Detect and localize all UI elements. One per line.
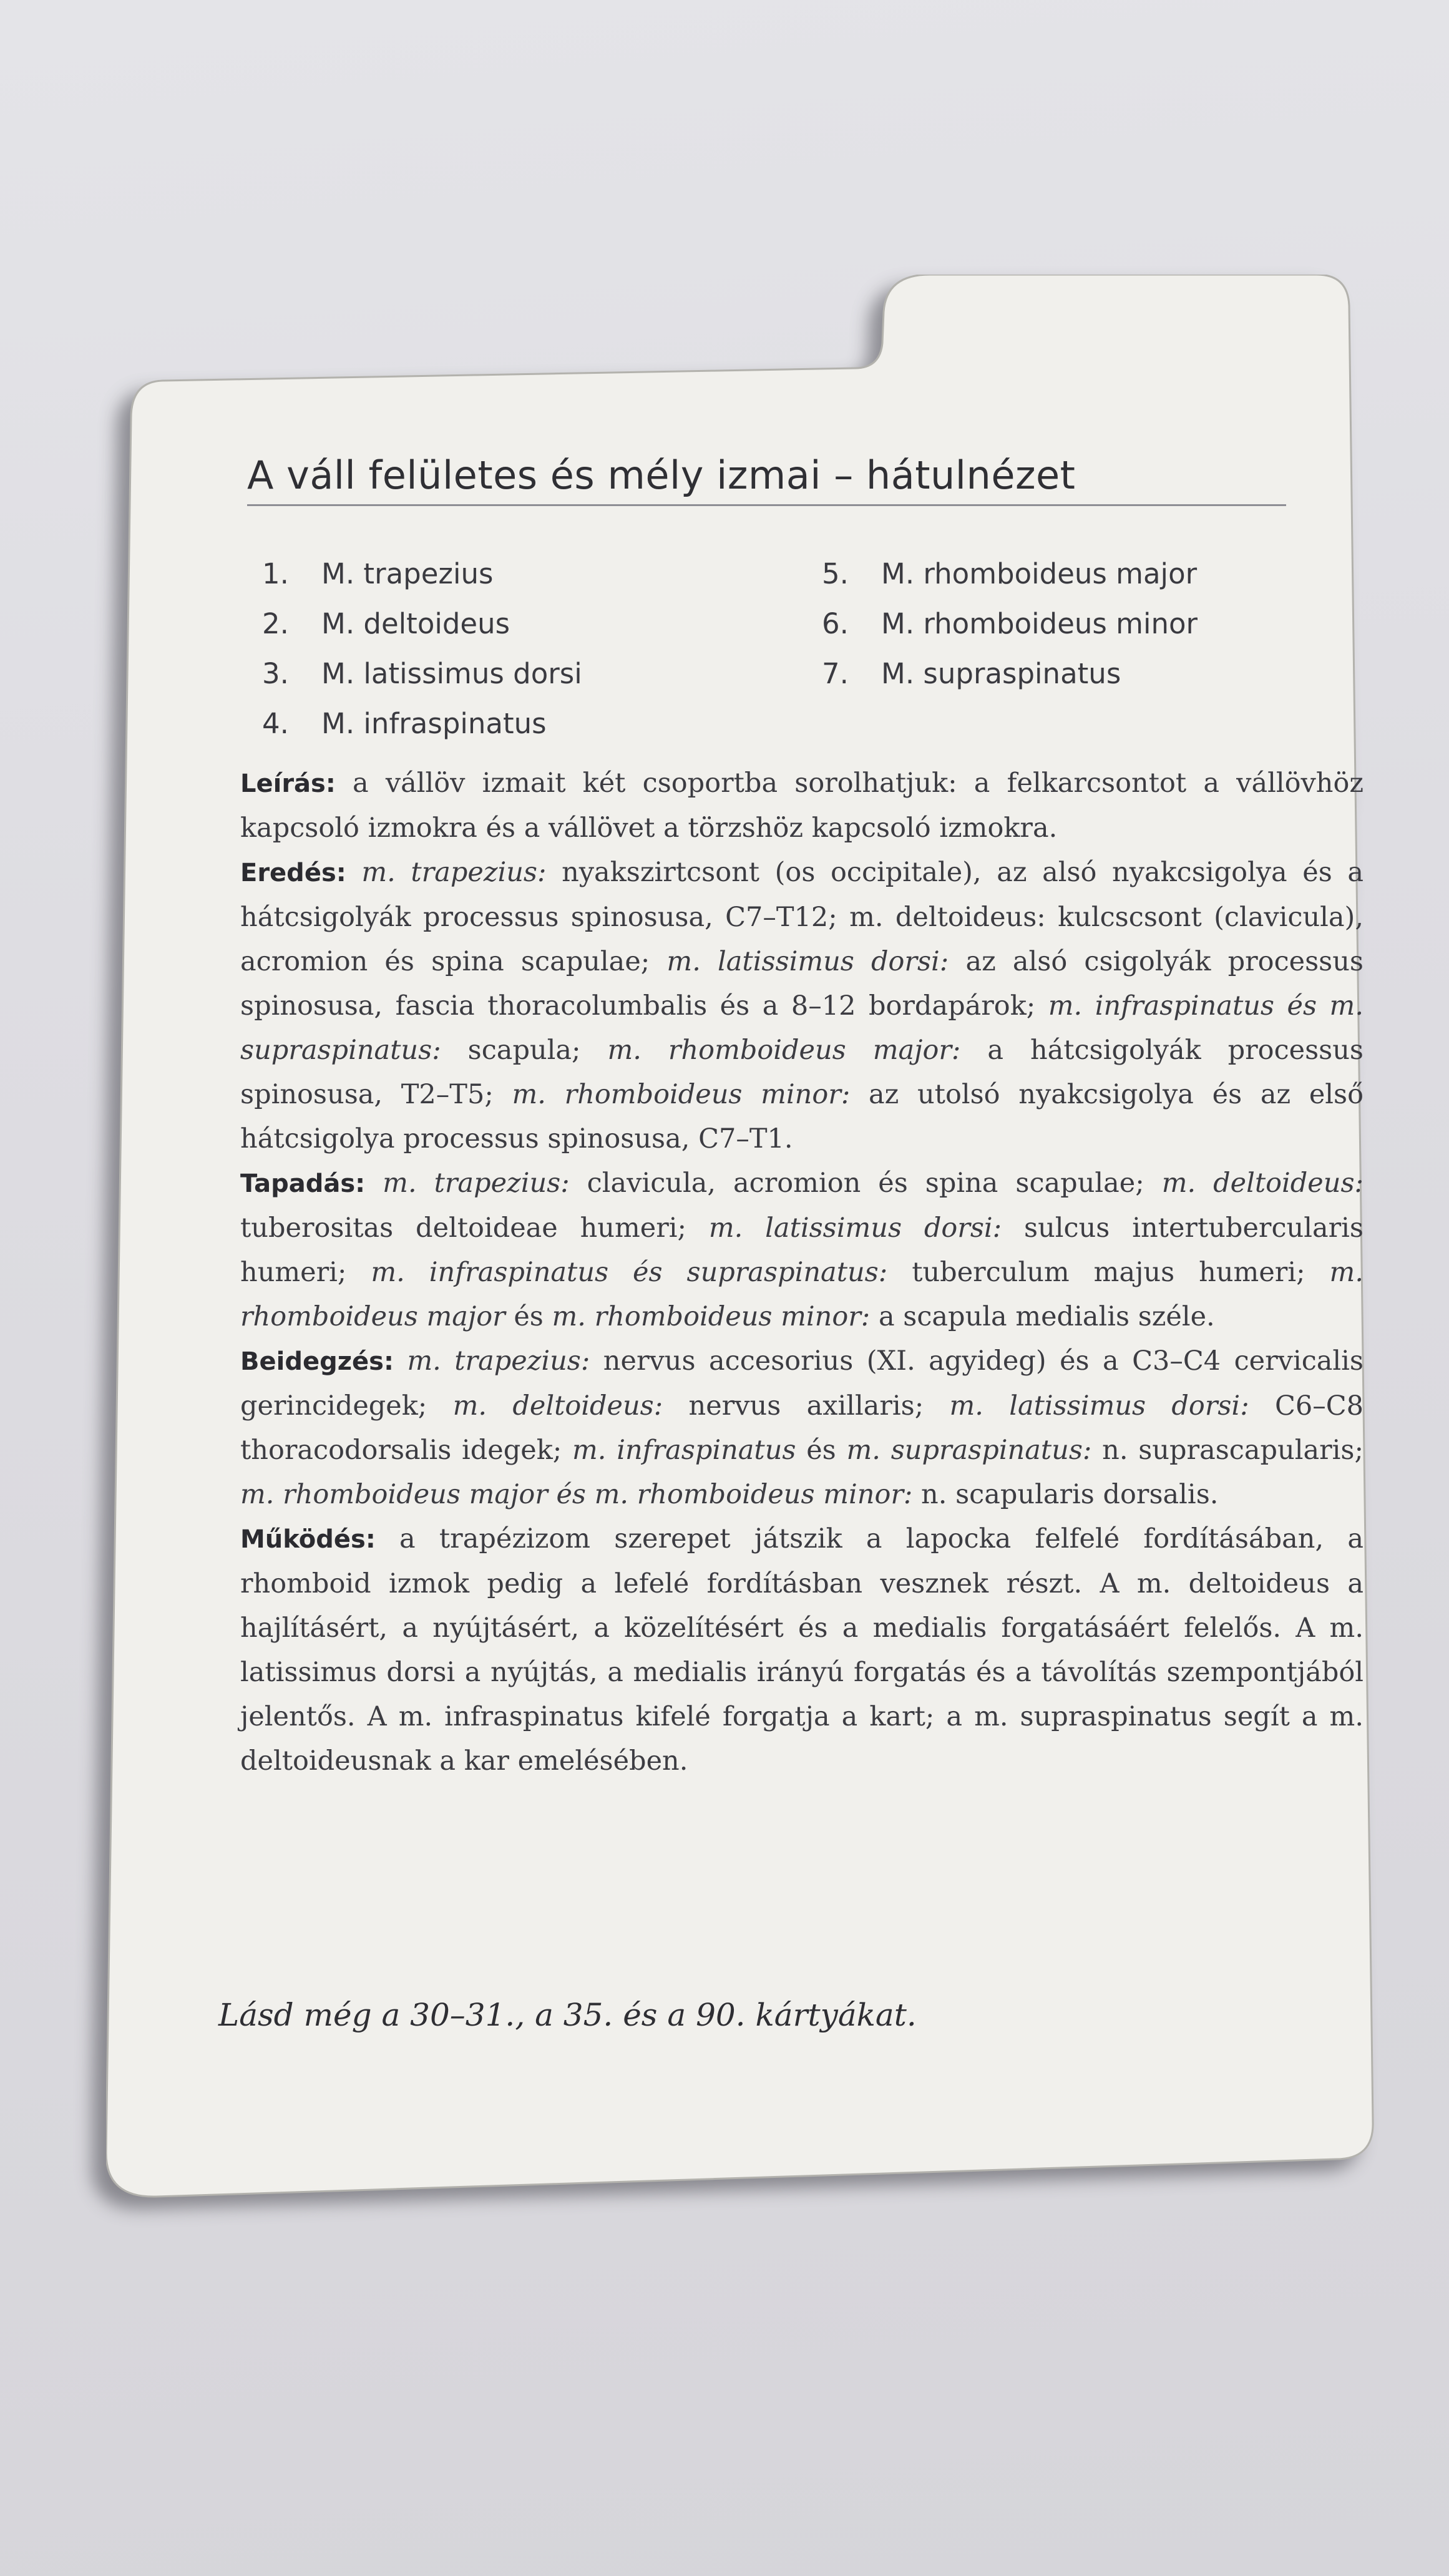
innervation-paragraph [240, 1339, 1364, 1517]
section-label: Leírás: [240, 769, 336, 798]
item-number: 5. [822, 557, 849, 590]
muscle-list-right [822, 549, 1198, 699]
muscle-name: m. trapezius: [361, 857, 547, 888]
muscle-name: m. trapezius: [407, 1345, 590, 1377]
item-label: M. deltoideus [321, 607, 510, 640]
item-label: M. rhomboideus major [881, 557, 1198, 590]
section-text: nervus accesorius (XI. agyideg) és a C3–C4 cervicalis gerincidegek; [240, 1345, 1364, 1422]
section-text: n. scapularis dorsalis. [912, 1479, 1219, 1510]
section-text: clavicula, acromion és spina scapulae; [569, 1168, 1162, 1199]
item-label: M. rhomboideus minor [881, 607, 1198, 640]
section-label: Tapadás: [240, 1169, 366, 1198]
section-text: a trapézizom szerepet játszik a lapocka felfelé fordításában, a rhomboid izmok pedig a lefelé fordításban vesznek részt. A m. deltoideus a hajlításért, a nyújtásért, a közelítésért és a medialis forgatásáért felelős. A m. latissimus dorsi a nyújtás, a medialis irányú forgatás és a távolítás szempontjából jelentős. A m. infraspinatus kifelé forgatja a kart; a m. supraspinatus segít a m. deltoideusnak a kar emelésében. [240, 1523, 1364, 1777]
section-label: Beidegzés: [240, 1347, 394, 1376]
card-body [240, 761, 1364, 1783]
item-number: 6. [822, 607, 849, 640]
muscle-name: m. rhomboideus major: [607, 1035, 961, 1066]
section-text: nervus axillaris; [663, 1390, 950, 1422]
list-item [262, 699, 582, 749]
muscle-name: m. rhomboideus major [240, 1257, 1364, 1332]
card-content [106, 275, 1379, 2222]
title-divider [247, 504, 1286, 506]
muscle-name: m. rhomboideus minor: [512, 1079, 851, 1110]
section-label: Eredés: [240, 859, 346, 887]
list-item [262, 599, 582, 649]
section-text: scapula; [441, 1035, 608, 1066]
section-text: az alsó csigolyák processus spinosusa, fascia thoracolumbalis és a 8–12 bordapárok; [240, 946, 1364, 1022]
item-number: 2. [262, 607, 289, 640]
section-text: n. suprascapularis; [1091, 1435, 1364, 1466]
muscle-name: m. latissimus dorsi: [949, 1390, 1249, 1422]
list-item [262, 549, 582, 599]
item-number: 4. [262, 707, 289, 740]
muscle-name: m. deltoideus: [452, 1390, 663, 1422]
section-text: és [505, 1301, 552, 1332]
section-text: C6–C8 thoracodorsalis idegek; [240, 1390, 1364, 1466]
section-text: tuberculum majus humeri; [887, 1257, 1330, 1288]
list-item [822, 649, 1198, 699]
section-label: Működés: [240, 1525, 376, 1554]
section-text: tuberositas deltoideae humeri; [240, 1212, 709, 1244]
muscle-name: m. rhomboideus major és m. rhomboideus minor: [240, 1479, 913, 1510]
item-number: 1. [262, 557, 289, 590]
muscle-name: m. rhomboideus minor: [552, 1301, 871, 1332]
section-text: a vállöv izmait két csoportba sorolhatjuk: a felkarcsontot a vállövhöz kapcsoló izmokra és a vállövet a törzshöz kapcsoló izmokra. [240, 768, 1364, 844]
item-label: M. infraspinatus [321, 707, 547, 740]
item-label: M. trapezius [321, 557, 494, 590]
list-item [822, 599, 1198, 649]
muscle-name: m. infraspinatus és supraspinatus: [371, 1257, 888, 1288]
section-text: a hátcsigolyák processus spinosusa, T2–T5; [240, 1035, 1364, 1110]
section-text: sulcus intertubercularis humeri; [240, 1212, 1364, 1288]
section-text: a scapula medialis széle. [870, 1301, 1215, 1332]
item-number: 7. [822, 657, 849, 690]
description-paragraph [240, 761, 1364, 851]
function-paragraph [240, 1517, 1364, 1783]
section-text: az utolsó nyakcsigolya és az első hátcsigolya processus spinosusa, C7–T1. [240, 1079, 1364, 1154]
muscle-name: m. infraspinatus [572, 1435, 796, 1466]
muscle-name: m. latissimus dorsi: [666, 946, 949, 977]
list-item [262, 649, 582, 699]
origin-paragraph [240, 851, 1364, 1161]
muscle-name: m. infraspinatus és m. supraspinatus: [240, 990, 1364, 1066]
list-item [822, 549, 1198, 599]
section-text: nyakszirtcsont (os occipitale), az alsó nyakcsigolya és a hátcsigolyák processus spinosusa, C7–T12; m. deltoideus: kulcscsont (clavicula), acromion és spina scapulae; [240, 857, 1364, 977]
muscle-name: m. deltoideus: [1161, 1168, 1364, 1199]
see-also-note: Lásd még a 30–31., a 35. és a 90. kártyákat. [218, 1997, 917, 2033]
item-number: 3. [262, 657, 289, 690]
item-label: M. latissimus dorsi [321, 657, 582, 690]
item-label: M. supraspinatus [881, 657, 1121, 690]
insertion-paragraph [240, 1161, 1364, 1339]
muscle-name: m. trapezius: [383, 1168, 570, 1199]
muscle-name: m. supraspinatus: [846, 1435, 1092, 1466]
card-title: A váll felületes és mély izmai – hátulnézet [247, 452, 1076, 498]
flash-card [106, 275, 1379, 2222]
section-text: és [796, 1435, 847, 1466]
muscle-name: m. latissimus dorsi: [708, 1212, 1002, 1244]
muscle-list-left [262, 549, 582, 749]
